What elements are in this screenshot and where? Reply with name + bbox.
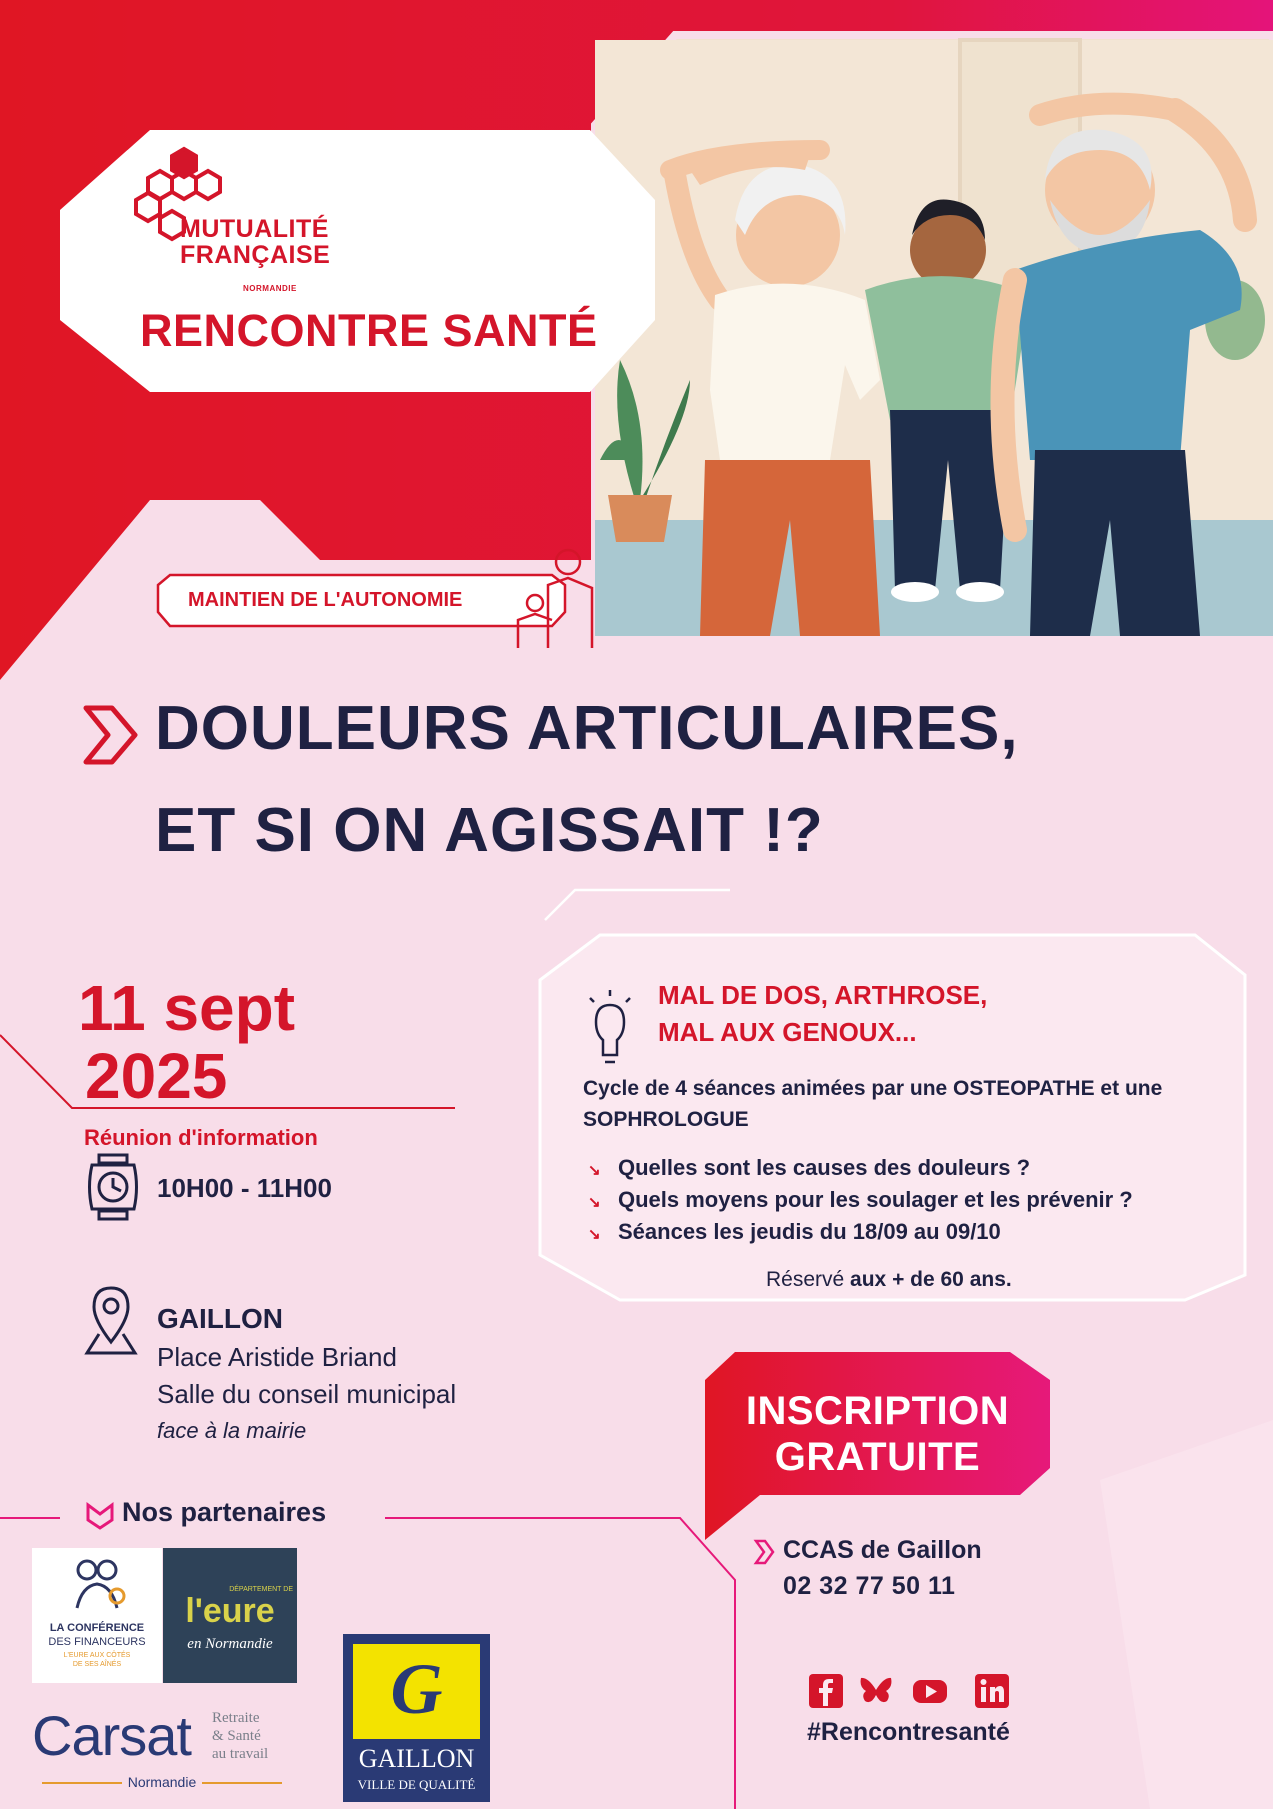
age-restriction bbox=[766, 1268, 1012, 1292]
carsat-region: Normandie bbox=[122, 1774, 202, 1790]
eure-department-logo bbox=[163, 1548, 297, 1683]
list-item-text: Quelles sont les causes des douleurs ? bbox=[618, 1155, 1031, 1180]
contact-name: CCAS de Gaillon bbox=[783, 1536, 982, 1564]
headline-chevron bbox=[86, 708, 135, 762]
linkedin-icon[interactable] bbox=[974, 1673, 1010, 1709]
facebook-icon[interactable] bbox=[808, 1673, 844, 1709]
registration-line1: INSCRIPTION bbox=[745, 1389, 1010, 1433]
brand-name-line1: MUTUALITÉ bbox=[180, 215, 329, 243]
eure-region: en Normandie bbox=[187, 1636, 273, 1652]
list-item bbox=[588, 1184, 1133, 1216]
meeting-label: Réunion d'information bbox=[84, 1125, 318, 1150]
eure-top-label: DÉPARTEMENT DE bbox=[229, 1586, 293, 1593]
program-title-line1: MAL DE DOS, ARTHROSE, bbox=[658, 980, 988, 1010]
location-pin-icon bbox=[87, 1288, 135, 1353]
program-description: Cycle de 4 séances animées par une OSTEOPATHE et une SOPHROLOGUE bbox=[583, 1077, 1163, 1131]
brand-name bbox=[180, 216, 330, 268]
list-item-text: Séances les jeudis du 18/09 au 09/10 bbox=[618, 1219, 1001, 1244]
brand-region: NORMANDIE bbox=[243, 284, 297, 293]
bluesky-icon[interactable] bbox=[858, 1673, 894, 1709]
list-item bbox=[588, 1152, 1133, 1184]
program-list bbox=[588, 1152, 1133, 1248]
arrow-bullet-icon: ↘ bbox=[588, 1194, 601, 1211]
location-room: Salle du conseil municipal bbox=[157, 1379, 457, 1409]
age-restriction-prefix: Réservé bbox=[766, 1268, 845, 1291]
partners-title: Nos partenaires bbox=[122, 1497, 327, 1527]
headline-line2: ET SI ON AGISSAIT !? bbox=[155, 796, 824, 865]
eure-name: l'eure bbox=[185, 1592, 275, 1630]
gaillon-g-icon: G bbox=[390, 1649, 443, 1729]
theme-label: MAINTIEN DE L'AUTONOMIE bbox=[188, 589, 463, 611]
brand-name-line2: FRANÇAISE bbox=[180, 241, 331, 269]
conference-financeurs-logo bbox=[32, 1548, 162, 1683]
arrow-bullet-icon: ↘ bbox=[588, 1162, 601, 1179]
conference-line2: DES FINANCEURS bbox=[48, 1636, 146, 1648]
carsat-logo bbox=[32, 1698, 297, 1798]
gaillon-tagline: VILLE DE QUALITÉ bbox=[357, 1777, 476, 1792]
gaillon-name: GAILLON bbox=[358, 1744, 475, 1773]
event-time: 10H00 - 11H00 bbox=[157, 1173, 332, 1203]
event-type-title: RENCONTRE SANTÉ bbox=[140, 305, 598, 356]
gaillon-logo bbox=[343, 1634, 490, 1802]
carsat-tag1: Retraite bbox=[212, 1710, 260, 1726]
registration-line2: GRATUITE bbox=[774, 1435, 981, 1479]
headline-line1: DOULEURS ARTICULAIRES, bbox=[155, 694, 1019, 763]
registration-cta[interactable] bbox=[700, 1388, 1055, 1480]
carsat-name: Carsat bbox=[32, 1704, 191, 1767]
list-item-text: Quels moyens pour les soulager et les prévenir ? bbox=[618, 1187, 1133, 1212]
gaillon-emblem bbox=[353, 1644, 480, 1739]
arrow-bullet-icon: ↘ bbox=[588, 1226, 601, 1243]
event-date-day: 11 sept bbox=[78, 972, 296, 1044]
conference-line1: LA CONFÉRENCE bbox=[49, 1622, 145, 1634]
seniors-exercising-illustration bbox=[595, 40, 1273, 636]
clock-icon bbox=[90, 1155, 137, 1219]
program-title-line2: MAL AUX GENOUX... bbox=[658, 1017, 917, 1047]
youtube-icon[interactable] bbox=[912, 1673, 948, 1709]
carsat-tag3: au travail bbox=[212, 1746, 269, 1762]
list-item bbox=[588, 1216, 1133, 1248]
conference-line4: DE SES AÎNÉS bbox=[72, 1661, 122, 1668]
partners-heart-icon bbox=[88, 1505, 112, 1528]
age-restriction-suffix: aux + de 60 ans. bbox=[850, 1268, 1012, 1291]
event-date-year: 2025 bbox=[85, 1040, 228, 1112]
contact-phone[interactable]: 02 32 77 50 11 bbox=[783, 1572, 956, 1600]
location-city: GAILLON bbox=[157, 1303, 283, 1334]
hashtag: #Rencontresanté bbox=[807, 1718, 1010, 1746]
location-address: Place Aristide Briand bbox=[157, 1342, 397, 1372]
location-note: face à la mairie bbox=[157, 1418, 307, 1443]
conference-line3: L'EURE AUX CÔTÉS bbox=[63, 1652, 131, 1659]
carsat-tag2: & Santé bbox=[212, 1728, 261, 1744]
contact-chevron bbox=[756, 1541, 773, 1563]
conference-people-icon bbox=[32, 1548, 162, 1618]
